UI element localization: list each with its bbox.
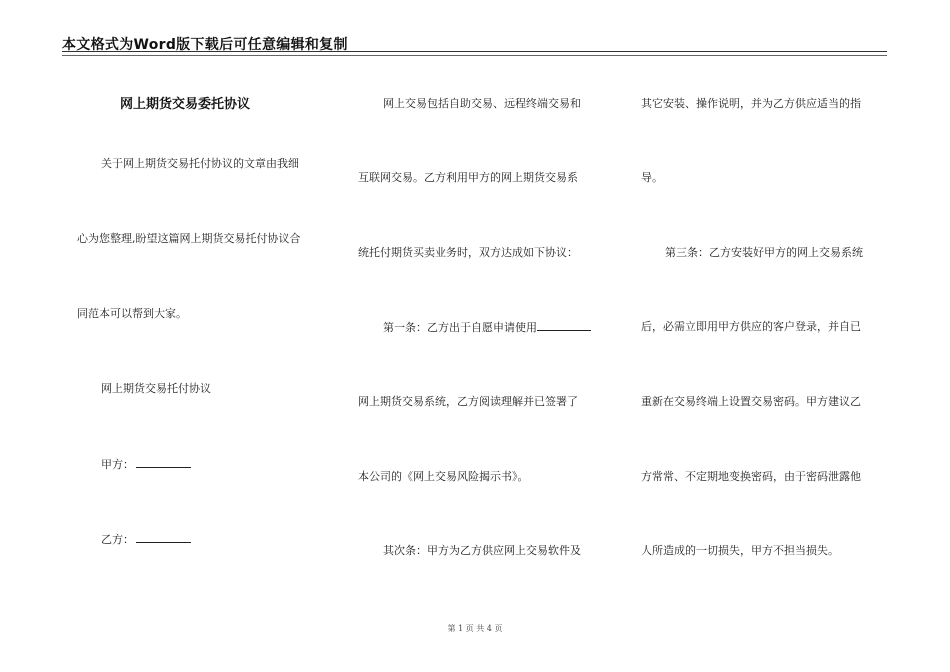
paragraph-line: 关于网上期货交易托付协议的文章由我细 bbox=[101, 157, 299, 170]
paragraph-line: 第三条：乙方安装好甲方的网上交易系统 bbox=[665, 246, 863, 259]
paragraph-line: 网上期货交易系统，乙方阅读理解并已签署了 bbox=[358, 395, 578, 408]
paragraph-line: 其次条：甲方为乙方供应网上交易软件及 bbox=[383, 544, 581, 557]
header-rule bbox=[62, 51, 887, 52]
party-b-label: 乙方： bbox=[101, 533, 134, 546]
paragraph-line: 本公司的《网上交易风险揭示书》。 bbox=[358, 470, 529, 483]
party-b-blank[interactable] bbox=[136, 530, 191, 543]
paragraph-line: 心为您整理,盼望这篇网上期货交易托付协议合 bbox=[77, 232, 301, 245]
party-a-label: 甲方： bbox=[101, 458, 134, 471]
article-1-text: 第一条：乙方出于自愿申请使用 bbox=[383, 321, 537, 334]
paragraph-line: 方常常、不定期地变换密码，由于密码泄露他 bbox=[641, 470, 861, 483]
paragraph-line: 导。 bbox=[641, 171, 663, 184]
party-b-line bbox=[101, 530, 191, 547]
paragraph-line: 重新在交易终端上设置交易密码。甲方建议乙 bbox=[641, 395, 861, 408]
article-1-line bbox=[383, 318, 591, 335]
paragraph-line: 其它安装、操作说明，并为乙方供应适当的指 bbox=[641, 97, 861, 110]
agreement-subtitle: 网上期货交易托付协议 bbox=[101, 382, 211, 395]
paragraph-line: 统托付期货买卖业务时，双方达成如下协议： bbox=[358, 246, 578, 259]
party-a-line bbox=[101, 455, 191, 472]
paragraph-line: 同范本可以帮到大家。 bbox=[77, 307, 187, 320]
party-a-blank[interactable] bbox=[136, 455, 191, 468]
document-title: 网上期货交易委托协议 bbox=[120, 97, 251, 112]
document-header: 本文格式为Word版下载后可任意编辑和复制 bbox=[62, 37, 348, 53]
article-1-blank[interactable] bbox=[537, 318, 591, 331]
header-rule-thin bbox=[62, 55, 887, 56]
paragraph-line: 网上交易包括自助交易、远程终端交易和 bbox=[383, 97, 581, 110]
page-number: 第 1 页 共 4 页 bbox=[447, 624, 503, 633]
paragraph-line: 互联网交易。乙方利用甲方的网上期货交易系 bbox=[358, 171, 578, 184]
paragraph-line: 人所造成的一切损失，甲方不担当损失。 bbox=[641, 544, 839, 557]
paragraph-line: 后，必需立即用甲方供应的客户登录，并自已 bbox=[641, 320, 861, 333]
